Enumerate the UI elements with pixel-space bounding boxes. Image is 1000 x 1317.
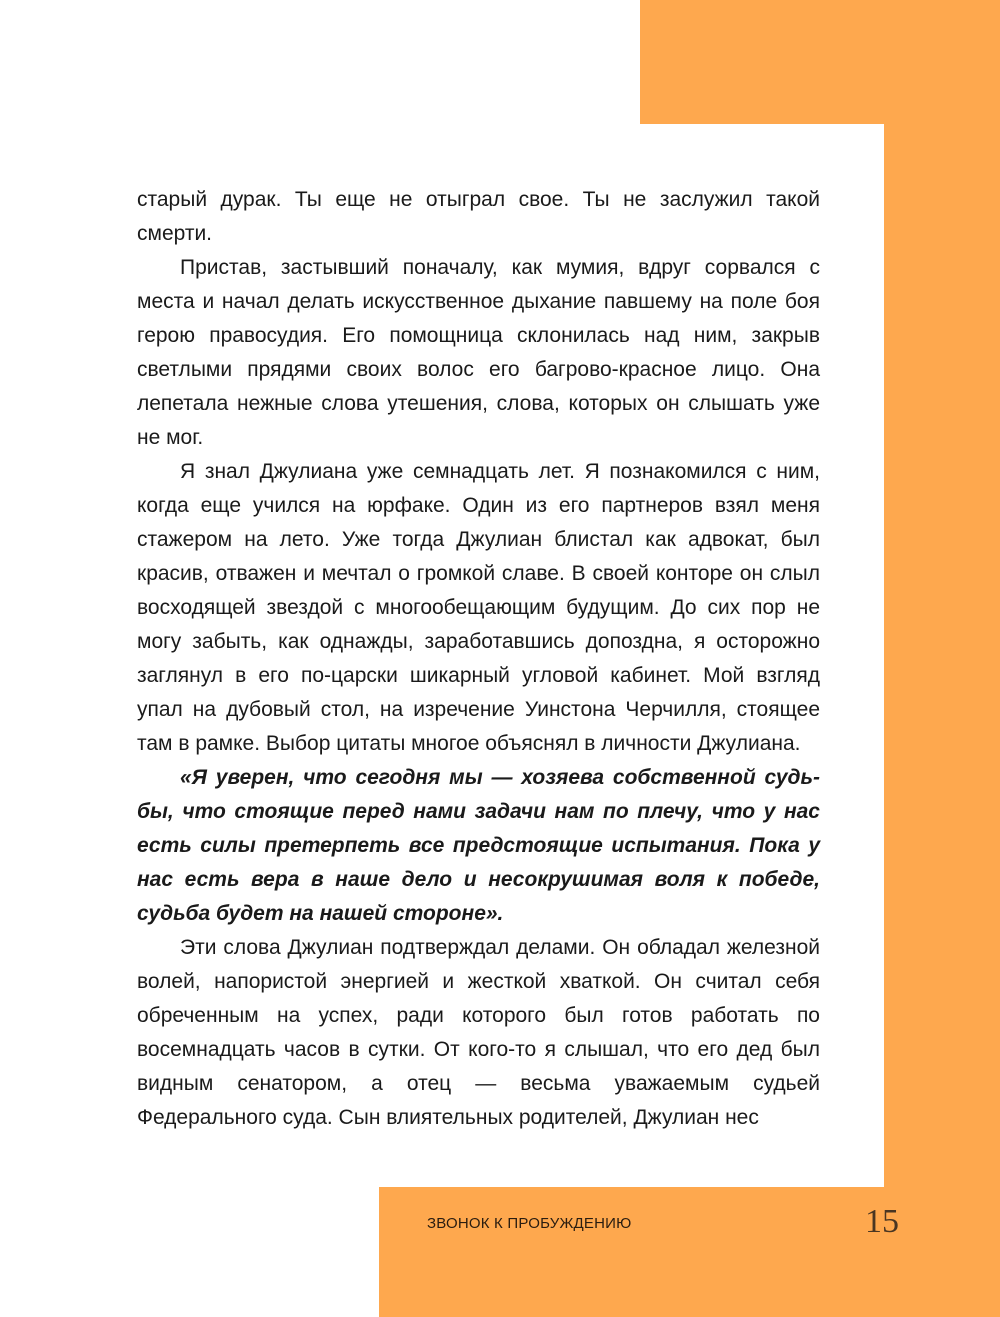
churchill-quote: «Я уверен, что сегодня мы — хозяева собственной судьбы, что стоящие перед нами задачи нам по плечу, что у нас есть силы претерпеть все предстоящие испытания. Пока у нас есть вера в наше дело и несокрушимая воля к победе, судьба будет на нашей стороне».: [137, 766, 820, 925]
body-text: [137, 183, 820, 1135]
orange-accent-footer: [379, 1187, 1000, 1317]
orange-accent-right: [884, 0, 1000, 1317]
paragraph-2: Пристав, застывший поначалу, как мумия, вдруг сорвался с места и начал делать искусственное дыхание павшему на поле боя герою правосудия. Его помощница склонилась над ним, закрыв светлыми прядями своих волос его багрово-красное лицо. Она лепетала нежные слова утешения, слова, которых он слышать уже не мог.: [137, 256, 820, 449]
paragraph-5: Эти слова Джулиан подтверждал делами. Он обладал железной волей, напористой энергией и жесткой хваткой. Он считал себя обреченным на успех, ради которого был готов работать по восемнадцать часов в сутки. От кого-то я слышал, что его дед был видным сенатором, а отец — весьма уважаемым судьей Федерального суда. Сын влиятельных родителей, Джулиан нес: [137, 936, 820, 1129]
paragraph-1: старый дурак. Ты еще не отыграл свое. Ты не заслужил такой смерти.: [137, 188, 820, 245]
running-title: ЗВОНОК К ПРОБУЖДЕНИЮ: [427, 1215, 632, 1232]
paragraph-3: Я знал Джулиана уже семнадцать лет. Я познакомился с ним, когда еще учился на юрфаке. Один из его партнеров взял меня стажером на лето. Уже тогда Джулиан блистал как адвокат, был красив, отважен и мечтал о громкой славе. В своей конторе он слыл восходящей звездой с многообещающим будущим. До сих пор не могу забыть, как однажды, заработавшись допоздна, я осторожно заглянул в его по-царски шикарный угловой кабинет. Мой взгляд упал на дубовый стол, на изречение Уинстона Черчилля, стоящее там в рамке. Выбор цитаты многое объяснял в личности Джулиана.: [137, 460, 820, 755]
page-number: 15: [865, 1203, 899, 1240]
